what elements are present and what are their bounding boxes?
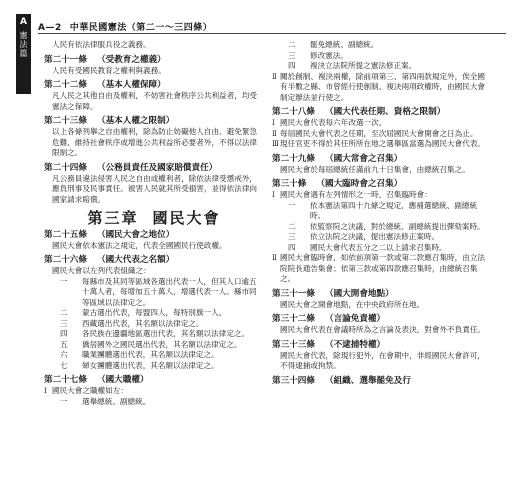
article-body-27: Ⅰ 國民大會之職權如左：: [44, 386, 128, 395]
list-item: 二 蒙古選出代表，每盟四人，每特別旗一人。: [60, 308, 227, 317]
article-number: 第二十三條: [44, 116, 87, 126]
article-number: 第二十一條: [44, 54, 87, 65]
article-26-items: [44, 277, 264, 372]
paragraph-mark: Ⅰ: [272, 119, 275, 127]
list-item: 三 依立法院之決議，提出憲法修正案時。: [288, 232, 440, 241]
article-28-paragraph: Ⅰ 國民大會代表每六年改選一次。: [272, 118, 387, 127]
paragraph-mark: Ⅰ: [272, 191, 275, 199]
list-item: 五 僑居國外之國民選出代表，其名額以法律定之。: [60, 339, 242, 349]
section-tab: [16, 14, 31, 94]
article-heading-23: [44, 116, 264, 127]
article-body-32: 國民大會代表在會議時所為之言論及表決，對會外不負責任。: [280, 325, 486, 334]
article-body-22: 凡人民之其他自由及權利，不妨害社會秩序公共利益者，均受憲法之保障。: [52, 91, 258, 111]
article-title: （國大開會地點）: [324, 288, 394, 299]
article-heading-26: [44, 255, 264, 266]
article-title: （言論免責權）: [324, 314, 386, 324]
article-heading-34: [272, 376, 492, 387]
article-30-paragraph-1: Ⅰ 國民大會遇有左列情形之一時，召集臨時會：: [272, 190, 432, 199]
article-30-paragraph-2: Ⅱ 國民大會臨時會，如依前項第一款或第二款應召集時，由立法院院長通告集會；依第三款或第四款應召集時，由總統召集之。: [272, 253, 486, 283]
article-title: （受教育之權義）: [96, 54, 166, 65]
article-number: 第二十二條: [44, 80, 87, 90]
article-27-paragraph-2: Ⅱ 關於創制、複決兩權，除前項第三、第四兩款規定外，俟全國有半數之縣、市曾經行使創制、複決兩項政權時，由國民大會制定辦法並行使之。: [272, 71, 486, 102]
article-title: （國民大會之地位）: [96, 229, 175, 240]
article-heading-30: [272, 179, 492, 190]
article-number: 第三十一條: [272, 288, 315, 299]
page-number: A—2: [38, 23, 62, 33]
article-number: 第三十三條: [272, 339, 315, 350]
article-body-26: 國民大會以左列代表組織之：: [52, 266, 151, 275]
article-heading-24: [44, 163, 264, 174]
article-number: 第二十八條: [272, 107, 315, 117]
article-body-25: 國民大會依本憲法之規定，代表全國國民行使政權。: [52, 240, 227, 250]
paragraph-mark: Ⅲ: [272, 140, 279, 148]
list-item: 一 選舉總統、副總統。: [60, 396, 151, 406]
article-title: （不逮捕特權）: [324, 339, 386, 350]
article-heading-31: [272, 289, 492, 300]
tab-label: 憲法篇: [19, 31, 28, 58]
article-heading-27: [44, 375, 264, 386]
article-heading-21: [44, 55, 264, 66]
list-item: 七 婦女團體選出代表，其名額以法律定之。: [60, 360, 219, 370]
article-title: （基本人權保障）: [96, 80, 166, 90]
article-28-paragraph: Ⅲ現任官吏不得於其任所所在地之選舉區當選為國民大會代表。: [272, 139, 486, 148]
intro-text: 人民有依法律服兵役之義務。: [52, 40, 151, 49]
article-number: 第二十四條: [44, 162, 87, 173]
article-body-21: 人民有受國民教育之權利與義務。: [52, 65, 166, 75]
list-item: 六 職業團體選出代表，其名額以法律定之。: [60, 350, 219, 359]
article-heading-32: [272, 314, 492, 325]
article-title: （公務員責任及國家賠償責任）: [96, 162, 218, 173]
chapter-title: 國民大會: [152, 209, 221, 227]
paragraph-mark: Ⅰ: [44, 387, 47, 395]
article-title: （國大代表之名額）: [96, 255, 175, 265]
article-heading-28: [272, 107, 492, 118]
list-item: 四 複決立法院所提之憲法修正案。: [288, 61, 417, 70]
article-number: 第二十九條: [272, 153, 315, 164]
article-number: 第二十五條: [44, 229, 87, 240]
article-title: （國大代表任期、資格之限制）: [324, 107, 446, 117]
article-number: 第三十條: [272, 179, 307, 189]
chapter-number: 第三章: [87, 209, 139, 227]
list-item: 三 西藏選出代表，其名額以法律定之。: [60, 318, 204, 328]
chapter-heading: [44, 209, 264, 227]
article-number: 第二十六條: [44, 255, 87, 265]
article-heading-22: [44, 80, 264, 91]
article-heading-29: [272, 154, 492, 165]
tab-letter: A: [20, 17, 27, 27]
article-number: 第三十四條: [272, 375, 315, 386]
list-item: 一 每縣市及其同等區域各選出代表一人，但其人口逾五十萬人者，每增加五十萬人，增選代表一人。縣市同等區域以法律定之。: [60, 276, 257, 307]
article-body-23: 以上各條列舉之自由權利，除為防止妨礙他人自由、避免緊急危難、維持社會秩序或增進公共利益所必要者外，不得以法律限制之。: [52, 127, 258, 157]
article-28-paragraph: Ⅱ 每屆國民大會代表之任期，至次屆國民大會開會之日為止。: [272, 128, 478, 138]
article-body-31: 國民大會之開會地點，在中央政府所在地。: [280, 299, 425, 309]
page-title: 中華民國憲法（第二一〜三四條）: [69, 23, 213, 33]
paragraph-mark: Ⅱ: [272, 129, 277, 138]
header-rule: [38, 33, 506, 34]
list-item: 四 國民大會代表五分之二以上請求召集時。: [288, 242, 447, 252]
list-item: 二 罷免總統、副總統。: [288, 40, 379, 49]
list-item: 四 各民族在邊疆地區選出代表，其名額以法律定之。: [60, 329, 250, 338]
paragraph-mark: Ⅱ: [272, 254, 277, 262]
paragraph-mark: Ⅱ: [272, 72, 277, 81]
article-body-29: 國民大會於每屆總統任滿前九十日集會，由總統召集之。: [280, 164, 470, 174]
article-title: （國大職權）: [96, 375, 149, 385]
article-title: （國大臨時會之召集）: [316, 179, 403, 189]
right-column: [272, 40, 492, 492]
page-header: [38, 20, 212, 33]
left-column: [44, 40, 264, 492]
article-title: （基本人權之限制）: [96, 116, 175, 126]
article-body-33: 國民大會代表，除現行犯外，在會期中，非經國民大會許可，不得逮捕或拘禁。: [280, 350, 486, 370]
article-title: （組織、選舉罷免及行: [324, 375, 411, 386]
article-body-24: 凡公務員違法侵害人民之自由或權利者，除依法律受懲戒外，應負刑事及民事責任。被害人民就其所受損害，並得依法律向國家請求賠償。: [52, 173, 258, 204]
list-item: 一 依本憲法第四十九條之規定，應補選總統、副總統時。: [288, 200, 478, 220]
article-number: 第二十七條: [44, 375, 87, 385]
list-item: 三 修改憲法。: [288, 50, 348, 60]
article-number: 第三十二條: [272, 314, 315, 324]
article-title: （國大常會之召集）: [324, 153, 403, 164]
article-heading-33: [272, 340, 492, 351]
list-item: 二 依監察院之決議，對於總統、副總統提出彈劾案時。: [288, 221, 485, 231]
article-heading-25: [44, 230, 264, 241]
